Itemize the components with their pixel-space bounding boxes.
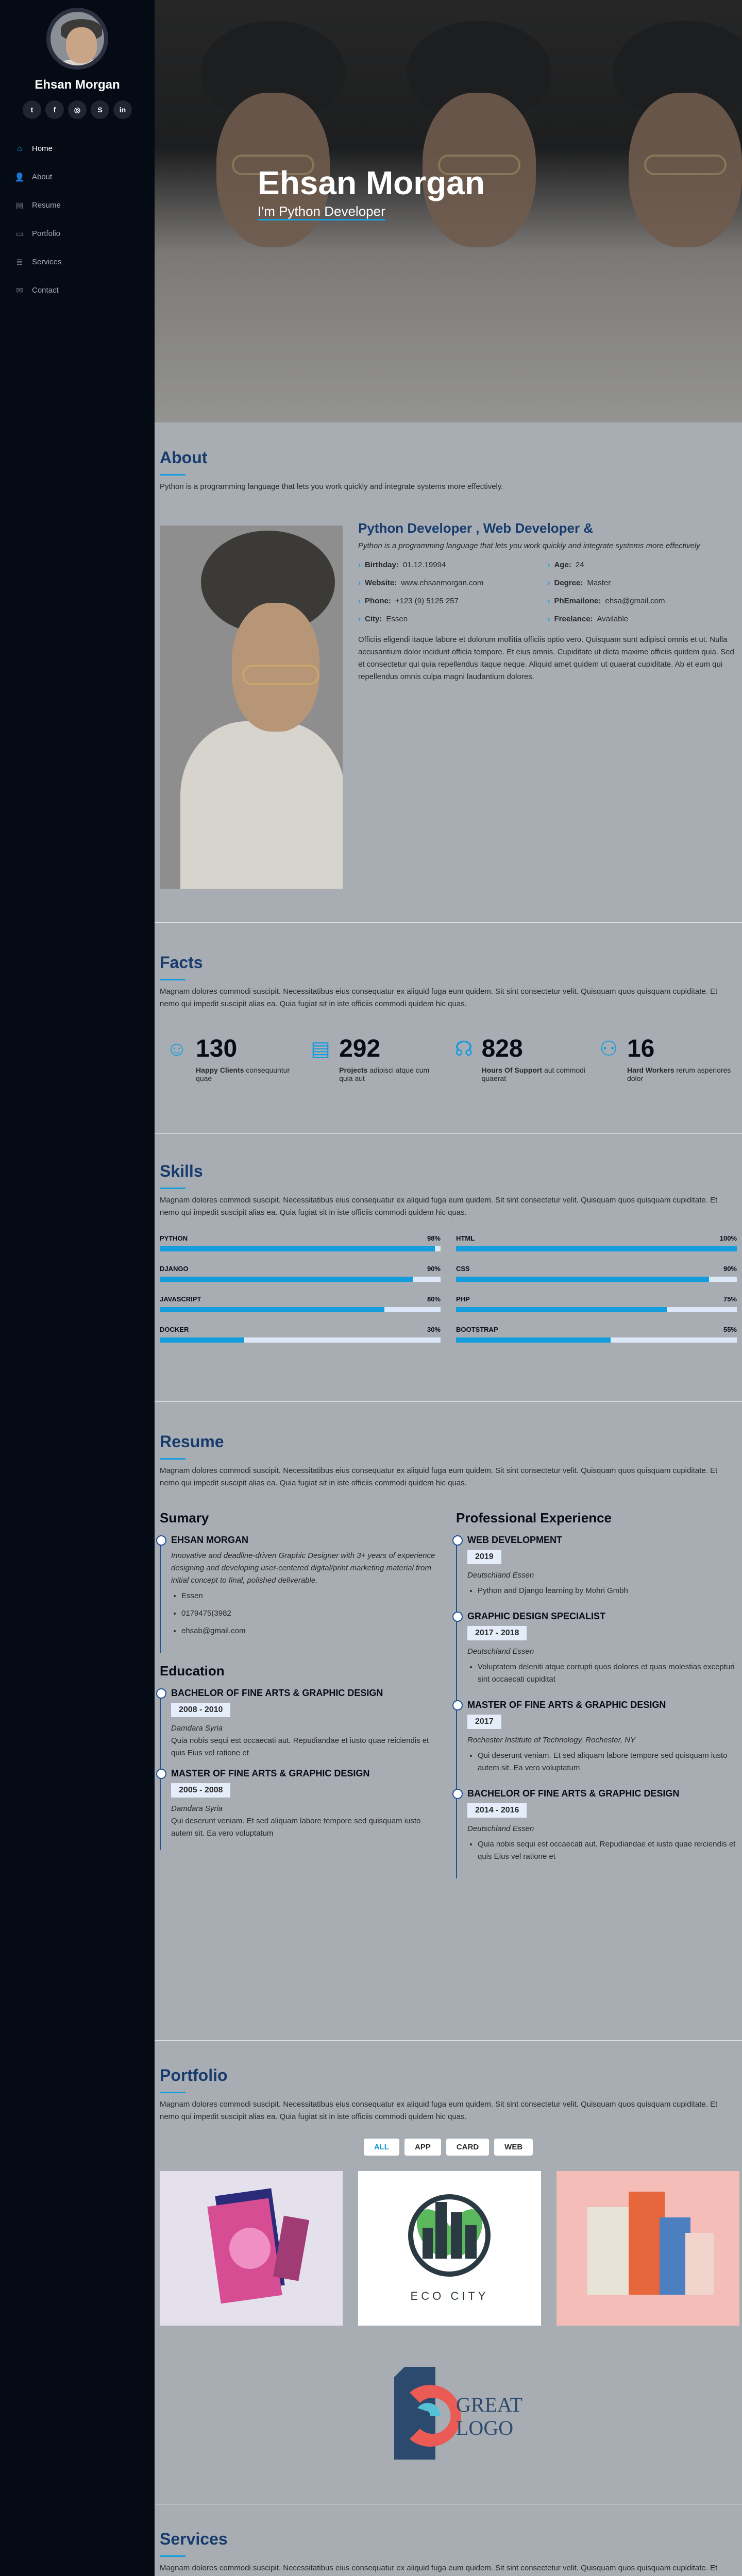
skill-row xyxy=(160,1234,441,1242)
fact-item xyxy=(593,1036,737,1086)
nav-item-label: Home xyxy=(32,144,53,153)
skill-row xyxy=(456,1234,737,1242)
skill-name: DOCKER xyxy=(160,1326,189,1333)
skill-name: PHP xyxy=(456,1295,470,1303)
fact-label-bold: Projects xyxy=(339,1066,368,1074)
info-row xyxy=(358,561,548,569)
info-row xyxy=(548,579,737,587)
about-heading: Python Developer , Web Developer & xyxy=(358,520,594,536)
fact-text xyxy=(627,1036,732,1086)
experience-item xyxy=(456,1789,737,1878)
fact-label-bold: Hard Workers xyxy=(627,1066,674,1074)
fact-number: 828 xyxy=(481,1035,523,1062)
info-value: 24 xyxy=(575,561,584,569)
skill-row xyxy=(456,1326,737,1333)
chevron-right-icon: › xyxy=(547,579,550,587)
linkedin-link[interactable] xyxy=(113,100,132,119)
section-description: Python is a programming language that lets you work quickly and integrate systems more effectively. xyxy=(160,482,503,491)
skill-progress-fill xyxy=(456,1307,667,1312)
chevron-right-icon: › xyxy=(547,597,550,605)
section-title: Skills xyxy=(160,1162,737,1189)
facts-grid xyxy=(160,1036,737,1086)
experience-date: 2019 xyxy=(467,1550,501,1564)
chevron-right-icon: › xyxy=(358,615,361,623)
skill-name: HTML xyxy=(456,1234,475,1242)
skill-progress-bar xyxy=(456,1337,737,1343)
summary-list-item: • 0179475(3982 xyxy=(181,1607,441,1625)
about-paragraph: Officiis eligendi itaque labore et dolorum mollitia officiis optio vero. Quisquam sunt adipisci omnis et ut. Nulla accusantium dolor incidunt officia tempore. Et eius omnis. Cupiditate ut dicta maxime officiis quidem quia. Sed et consectetur qui quia repellendus itaque neque. Aliquid amet quidem ut quaerat cupiditate. Ab et eum qui repellendus omnis culpa magni laudantium dolores. xyxy=(358,635,734,681)
skill-progress-fill xyxy=(160,1337,244,1343)
fact-item xyxy=(304,1036,448,1086)
skill-item xyxy=(160,1265,441,1282)
skill-progress-bar xyxy=(456,1277,737,1282)
summary-list xyxy=(171,1590,441,1642)
info-value: Master xyxy=(587,579,611,587)
info-label: Birthday: xyxy=(365,561,399,569)
skills-section xyxy=(155,1162,742,1394)
experience-bullets xyxy=(467,1750,737,1780)
education-item xyxy=(160,1688,441,1770)
section-description: Magnam dolores commodi suscipit. Necessitatibus eius consequatur ex aliquid fuga eum quidem. Sit sint consectetur velit. Quisquam quos quisquam cupiditate. Et nemo qui impedit suscipit alias ea. Quia fugiat sit in iste officiis commodi quidem hic quas. xyxy=(160,1466,718,1487)
skype-icon: S xyxy=(97,106,103,114)
skill-item xyxy=(160,1234,441,1251)
fact-number: 16 xyxy=(627,1035,655,1062)
skill-progress-bar xyxy=(160,1337,441,1343)
summary-name: EHSAN MORGAN xyxy=(171,1535,249,1545)
skills-column-left xyxy=(160,1234,441,1356)
summary-title: Sumary xyxy=(160,1510,209,1526)
skill-item xyxy=(160,1326,441,1343)
fact-number: 130 xyxy=(196,1035,238,1062)
info-label: City: xyxy=(365,615,382,623)
skills-grid xyxy=(160,1234,737,1356)
nav-item-label: Resume xyxy=(32,201,61,210)
skill-progress-fill xyxy=(160,1277,413,1282)
skill-progress-fill xyxy=(456,1337,611,1343)
skype-link[interactable] xyxy=(91,100,109,119)
info-row xyxy=(548,597,737,605)
section-description: Magnam dolores commodi suscipit. Necessitatibus eius consequatur ex aliquid fuga eum quidem. Sit sint consectetur velit. Quisquam quos quisquam cupiditate. Et nemo qui impedit suscipit alias ea. Quia fugiat sit in iste officiis commodi quidem hic quas. xyxy=(160,987,718,1008)
fact-label xyxy=(482,1066,587,1082)
skill-progress-bar xyxy=(160,1277,441,1282)
resume-column-left xyxy=(160,1500,441,1878)
filter-app[interactable]: APP xyxy=(404,2139,441,2156)
skill-item xyxy=(456,1234,737,1251)
info-value: Available xyxy=(597,615,629,623)
person-icon: 👤 xyxy=(14,173,25,182)
experience-date: 2017 - 2018 xyxy=(467,1626,527,1640)
smiley-icon: ☺ xyxy=(166,1038,188,1060)
fact-text xyxy=(339,1036,443,1086)
skill-percent: 30% xyxy=(427,1326,441,1333)
experience-item xyxy=(456,1535,737,1613)
nav-item-label: Services xyxy=(32,258,62,266)
portfolio-section xyxy=(155,2066,742,2504)
experience-bullet: • Quia nobis sequi est occaecati aut. Repudiandae et iusto quae reiciendis et quis Eius vel ratione et xyxy=(478,1838,737,1868)
skill-item xyxy=(456,1265,737,1282)
fact-label-text: adipisci atque cum quia aut xyxy=(339,1066,430,1082)
book-icon: ▭ xyxy=(15,229,24,239)
info-row xyxy=(548,561,737,569)
experience-item xyxy=(456,1612,737,1701)
file-icon: ▤ xyxy=(15,201,24,210)
skill-progress-bar xyxy=(160,1246,441,1251)
skill-progress-bar xyxy=(456,1307,737,1312)
headset-icon: ☊ xyxy=(454,1038,474,1060)
portfolio-item-books[interactable] xyxy=(160,2171,343,2326)
hero-typed-text: I'm Python Developer xyxy=(258,204,385,221)
envelope-icon: ✉ xyxy=(16,286,23,295)
education-text: Qui deserunt veniam. Et sed aliquam labore tempore sed quisquam iusto autem sit. Ea vero voluptatum xyxy=(171,1817,421,1838)
summary-item xyxy=(160,1535,441,1653)
experience-place: Deutschland Essen xyxy=(467,1824,534,1833)
skill-percent: 100% xyxy=(719,1234,737,1242)
skills-column-right xyxy=(456,1234,737,1356)
skill-progress-fill xyxy=(456,1277,709,1282)
experience-title: GRAPHIC DESIGN SPECIALIST xyxy=(467,1611,606,1621)
portfolio-grid xyxy=(160,2171,737,2490)
nav-menu xyxy=(0,134,155,304)
experience-bullets xyxy=(467,1585,737,1602)
fact-label xyxy=(196,1066,299,1082)
fact-text xyxy=(482,1036,587,1086)
section-title: Portfolio xyxy=(160,2066,737,2093)
experience-bullet: • Python and Django learning by Mohri Gmbh xyxy=(478,1585,737,1602)
server-icon: ≣ xyxy=(16,258,23,267)
skill-percent: 75% xyxy=(723,1295,737,1303)
info-value: +123 (9) 5125 257 xyxy=(395,597,459,605)
skill-item xyxy=(160,1295,441,1312)
filter-web[interactable]: WEB xyxy=(494,2139,533,2156)
skill-row xyxy=(160,1326,441,1333)
fact-text xyxy=(196,1036,299,1086)
resume-grid xyxy=(160,1500,737,1878)
nav-item-label: Contact xyxy=(32,286,59,295)
section-title: About xyxy=(160,448,737,476)
portfolio-item-eco-city[interactable] xyxy=(358,2171,541,2326)
skill-row xyxy=(456,1265,737,1273)
home-icon: ⌂ xyxy=(17,144,22,153)
hero-title: Ehsan Morgan xyxy=(258,164,485,201)
summary-list-item: • Essen xyxy=(181,1590,441,1607)
great-logo-word-2: LOGO xyxy=(456,2416,514,2439)
experience-place: Rochester Institute of Technology, Rochester, NY xyxy=(467,1736,636,1744)
about-section xyxy=(155,448,742,912)
twitter-link[interactable] xyxy=(23,100,41,119)
skill-percent: 90% xyxy=(427,1265,441,1273)
skill-name: BOOTSTRAP xyxy=(456,1326,498,1333)
skill-progress-fill xyxy=(456,1246,737,1251)
nav-item-services[interactable] xyxy=(14,248,155,276)
twitter-icon: t xyxy=(30,106,33,114)
skill-item xyxy=(456,1295,737,1312)
experience-title: WEB DEVELOPMENT xyxy=(467,1535,563,1545)
main-content xyxy=(155,0,742,2572)
chevron-right-icon: › xyxy=(547,615,550,623)
fact-label xyxy=(627,1066,732,1082)
chevron-right-icon: › xyxy=(358,597,361,605)
nav-item-resume[interactable] xyxy=(14,191,155,219)
skill-percent: 80% xyxy=(427,1295,441,1303)
facebook-icon: f xyxy=(53,106,56,114)
fact-label xyxy=(339,1066,443,1082)
filter-all[interactable]: ALL xyxy=(364,2139,399,2156)
info-label: Website: xyxy=(365,579,397,587)
journal-icon: ▤ xyxy=(311,1038,330,1060)
experience-title: MASTER OF FINE ARTS & GRAPHIC DESIGN xyxy=(467,1700,666,1710)
fact-label-text: consequuntur quae xyxy=(196,1066,290,1082)
skill-name: JAVASCRIPT xyxy=(160,1295,201,1303)
instagram-link[interactable] xyxy=(68,100,87,119)
section-title: Resume xyxy=(160,1432,737,1460)
about-content xyxy=(358,520,737,683)
education-title: MASTER OF FINE ARTS & GRAPHIC DESIGN xyxy=(171,1768,370,1778)
resume-column-right xyxy=(456,1500,737,1878)
education-date: 2008 - 2010 xyxy=(171,1703,230,1717)
nav-item-label: About xyxy=(32,173,53,181)
resume-section xyxy=(155,1432,742,2040)
skill-name: DJANGO xyxy=(160,1265,189,1273)
fact-label-bold: Happy Clients xyxy=(196,1066,244,1074)
skill-row xyxy=(456,1295,737,1303)
experience-date: 2014 - 2016 xyxy=(467,1803,527,1818)
skill-percent: 98% xyxy=(427,1234,441,1242)
fact-label-bold: Hours Of Support xyxy=(481,1066,543,1074)
section-description: Magnam dolores commodi suscipit. Necessitatibus eius consequatur ex aliquid fuga eum quidem. Sit sint consectetur velit. Quisquam quos quisquam cupiditate. Et xyxy=(160,2564,718,2572)
skill-progress-fill xyxy=(160,1246,435,1251)
info-value: Essen xyxy=(386,615,408,623)
experience-bullets xyxy=(467,1838,737,1868)
people-icon: ⚇ xyxy=(599,1038,618,1060)
nav-item-about[interactable] xyxy=(14,163,155,191)
education-title: BACHELOR OF FINE ARTS & GRAPHIC DESIGN xyxy=(171,1688,383,1698)
eco-city-logo-text: ECO CITY xyxy=(410,2290,489,2302)
section-title: Facts xyxy=(160,953,737,980)
about-photo xyxy=(160,526,343,889)
experience-title: Professional Experience xyxy=(456,1510,612,1526)
portfolio-filters xyxy=(160,2139,737,2156)
portfolio-item-boxes[interactable] xyxy=(556,2171,739,2326)
section-description: Magnam dolores commodi suscipit. Necessitatibus eius consequatur ex aliquid fuga eum quidem. Sit sint consectetur velit. Quisquam quos quisquam cupiditate. Et nemo qui impedit suscipit alias ea. Quia fugiat sit in iste officiis commodi quidem hic quas. xyxy=(160,2100,718,2121)
services-section xyxy=(155,2530,742,2576)
facebook-link[interactable] xyxy=(45,100,64,119)
fact-item xyxy=(448,1036,593,1086)
education-title: Education xyxy=(160,1663,225,1679)
info-label: PhEmailone: xyxy=(554,597,601,605)
fact-label-text: aut commodi quaerat xyxy=(481,1066,586,1082)
sidebar xyxy=(0,0,155,2576)
skill-progress-fill xyxy=(160,1307,384,1312)
fact-label-text: rerum asperiores dolor xyxy=(627,1066,731,1082)
portfolio-item-great-logo[interactable] xyxy=(358,2336,541,2490)
skill-name: CSS xyxy=(456,1265,470,1273)
about-intro: Python is a programming language that lets you work quickly and integrate systems more effectively xyxy=(358,541,700,550)
skill-percent: 90% xyxy=(723,1265,737,1273)
nav-item-contact[interactable] xyxy=(14,276,155,304)
education-text: Quia nobis sequi est occaecati aut. Repudiandae et iusto quae reiciendis et quis Eius vel ratione et xyxy=(171,1736,429,1757)
education-date: 2005 - 2008 xyxy=(171,1783,230,1798)
experience-title: BACHELOR OF FINE ARTS & GRAPHIC DESIGN xyxy=(467,1788,680,1799)
summary-list-item: • ehsab@gmail.com xyxy=(181,1625,441,1642)
profile-avatar xyxy=(46,8,108,70)
experience-item xyxy=(456,1700,737,1790)
info-value: www.ehsanmorgan.com xyxy=(401,579,484,587)
education-place: Damdara Syria xyxy=(171,1804,223,1813)
instagram-icon: ◎ xyxy=(74,105,81,114)
nav-item-portfolio[interactable] xyxy=(14,219,155,248)
fact-item xyxy=(160,1036,304,1086)
about-info-grid xyxy=(358,561,737,623)
social-links xyxy=(0,100,155,119)
education-item xyxy=(160,1769,441,1850)
experience-bullet: • Voluptatem deleniti atque corrupti quos dolores et quas molestias excepturi sint occaecati cupiditat xyxy=(478,1661,737,1691)
chevron-right-icon: › xyxy=(358,561,361,569)
hero-overlay xyxy=(155,0,742,422)
nav-item-home[interactable] xyxy=(14,134,155,163)
info-row xyxy=(548,615,737,623)
experience-place: Deutschland Essen xyxy=(467,1647,534,1656)
education-list xyxy=(160,1688,441,1850)
skill-percent: 55% xyxy=(723,1326,737,1333)
experience-bullets xyxy=(467,1661,737,1691)
hero-subtitle xyxy=(258,204,385,219)
section-description: Magnam dolores commodi suscipit. Necessitatibus eius consequatur ex aliquid fuga eum quidem. Sit sint consectetur velit. Quisquam quos quisquam cupiditate. Et nemo qui impedit suscipit alias ea. Quia fugiat sit in iste officiis commodi quidem hic quas. xyxy=(160,1196,718,1217)
great-logo-word-1: GREAT xyxy=(456,2393,522,2416)
summary-text: Innovative and deadline-driven Graphic Designer with 3+ years of experience designing and developing user-centered digital/print marketing material from initial concept to final, polished deliverable. xyxy=(171,1551,435,1585)
info-row xyxy=(358,615,548,623)
skill-row xyxy=(160,1265,441,1273)
linkedin-icon: in xyxy=(119,106,126,114)
experience-bullet: • Qui deserunt veniam. Et sed aliquam labore tempore sed quisquam iusto autem sit. Ea vero voluptatum xyxy=(478,1750,737,1780)
skill-progress-bar xyxy=(160,1307,441,1312)
skill-name: PYTHON xyxy=(160,1234,188,1242)
info-label: Age: xyxy=(554,561,571,569)
filter-card[interactable]: CARD xyxy=(446,2139,489,2156)
info-value: ehsa@gmail.com xyxy=(605,597,665,605)
skill-progress-bar xyxy=(456,1246,737,1251)
hero-section xyxy=(155,0,742,422)
skill-item xyxy=(456,1326,737,1343)
sidebar-name[interactable]: Ehsan Morgan xyxy=(35,78,120,92)
nav-item-label: Portfolio xyxy=(32,229,61,238)
info-label: Degree: xyxy=(554,579,583,587)
chevron-right-icon: › xyxy=(547,561,550,569)
info-row xyxy=(358,597,548,605)
info-label: Freelance: xyxy=(554,615,593,623)
experience-list xyxy=(456,1535,737,1878)
facts-section xyxy=(155,953,742,1108)
education-place: Damdara Syria xyxy=(171,1724,223,1733)
experience-place: Deutschland Essen xyxy=(467,1571,534,1580)
info-label: Phone: xyxy=(365,597,391,605)
chevron-right-icon: › xyxy=(358,579,361,587)
info-row xyxy=(358,579,548,587)
experience-date: 2017 xyxy=(467,1715,501,1729)
skill-row xyxy=(160,1295,441,1303)
info-value: 01.12.19994 xyxy=(402,561,446,569)
fact-number: 292 xyxy=(339,1035,381,1062)
section-title: Services xyxy=(160,2530,737,2557)
